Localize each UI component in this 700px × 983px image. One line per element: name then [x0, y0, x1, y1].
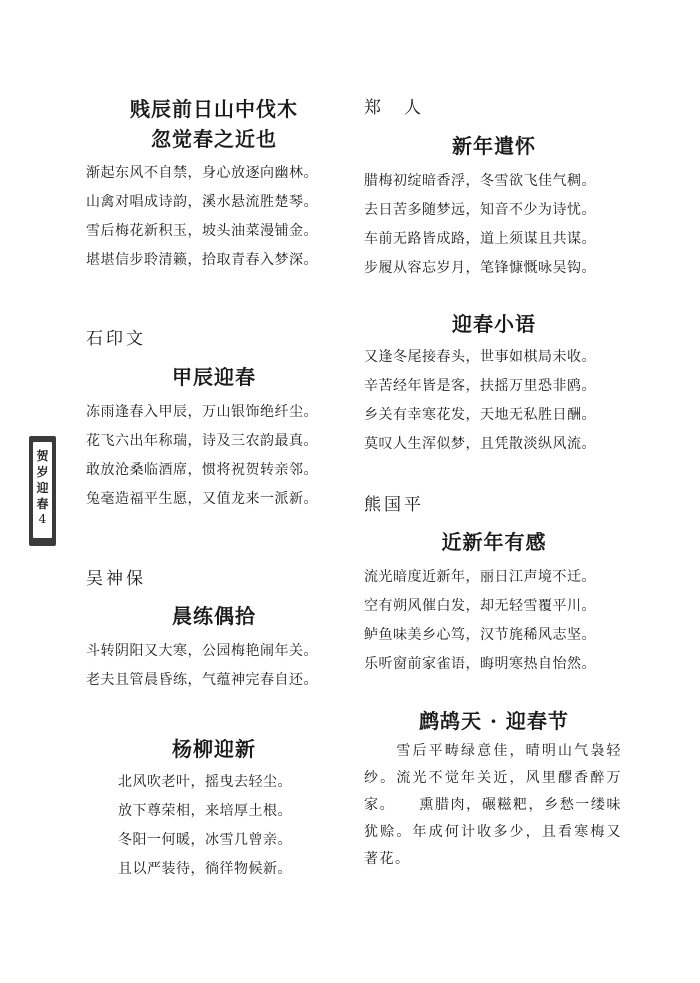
poem-line: 腊梅初绽暗香浮，冬雪欲飞佳气稠。	[364, 173, 596, 189]
poem-line: 敢放沧桑临酒席，惯将祝贺转亲邻。	[86, 462, 318, 478]
poem-line: 老夫且管晨昏练，气蕴神完春自还。	[86, 672, 318, 688]
poem-title: 鹧鸪天 · 迎春节	[419, 709, 569, 733]
poem-author: 郑 人	[364, 98, 424, 118]
poem-line: 雪后梅花新积玉，坡头油菜漫铺金。	[86, 223, 318, 239]
poem-title: 贱辰前日山中伐木	[130, 97, 298, 121]
poem-line: 莫叹人生浑似梦，且凭散淡纵风流。	[364, 436, 596, 452]
side-tab-char: 春	[36, 497, 49, 511]
poem-line: 车前无路皆成路，道上须谋且共谋。	[364, 231, 596, 247]
poem-line: 堪堪信步聆清籁，拾取青春入梦深。	[86, 252, 318, 268]
poem-title: 忽觉春之近也	[151, 127, 277, 151]
poem-title: 近新年有感	[441, 530, 547, 554]
poem-line: 步履从容忘岁月，笔锋慷慨咏吴钩。	[364, 260, 596, 276]
side-tab-char: 岁	[36, 465, 49, 479]
poem-line: 流光暗度近新年，丽日江声境不迁。	[364, 569, 596, 585]
poem-title: 杨柳迎新	[172, 737, 256, 761]
page-number: 4	[38, 512, 47, 526]
poem-line: 北风吹老叶，摇曳去轻尘。	[118, 774, 292, 790]
poem-author: 吴神保	[86, 569, 146, 589]
poem-line: 渐起东风不自禁，身心放逐向幽林。	[86, 165, 318, 181]
poem-author: 熊国平	[364, 495, 424, 515]
poem-line: 冻雨逢春入甲辰，万山银饰绝纤尘。	[86, 404, 318, 420]
poem-line: 且以严装待，徜徉物候新。	[118, 861, 292, 877]
poem-line: 又逢冬尾接春头，世事如棋局未收。	[364, 349, 596, 365]
poem-line: 兔毫造福平生愿，又值龙来一派新。	[86, 491, 318, 507]
poem-line: 去日苦多随梦远，知音不少为诗忧。	[364, 202, 596, 218]
poem-line: 山禽对唱成诗韵，溪水悬流胜楚琴。	[86, 194, 318, 210]
poem-title: 新年遣怀	[452, 134, 536, 158]
side-tab-char: 贺	[36, 449, 49, 463]
poem-title: 甲辰迎春	[172, 365, 256, 389]
side-tab-inner	[33, 442, 52, 538]
poem-line: 斗转阴阳又大寒，公园梅艳闹年关。	[86, 643, 318, 659]
side-tab-label	[33, 448, 52, 512]
poem-line: 鲈鱼味美乡心笃，汉节旄稀风志坚。	[364, 627, 596, 643]
side-tab-char: 迎	[36, 481, 49, 495]
poem-line: 花飞六出年称瑞，诗及三农韵最真。	[86, 433, 318, 449]
poem-line: 乡关有幸寒花发，天地无私胜日酬。	[364, 407, 596, 423]
poem-line: 放下尊荣相，来培厚土根。	[118, 803, 292, 819]
poem-title: 迎春小语	[452, 312, 536, 336]
poem-author: 石印文	[86, 329, 146, 349]
side-page-tab	[29, 436, 56, 546]
poem-line: 空有朔风催白发，却无轻雪覆平川。	[364, 598, 596, 614]
poem-title: 晨练偶拾	[172, 604, 256, 628]
ci-poem-text: 雪后平畴绿意佳，晴明山气袅轻纱。流光不觉年关近，风里醪香醉万家。 熏腊肉，碾糍粑，乡愁一缕味犹赊。年成何计收多少，且看寒梅又著花。	[364, 743, 622, 867]
poem-line: 冬阳一何暖，冰雪几曾亲。	[118, 832, 292, 848]
poem-line: 辛苦经年皆是客，扶摇万里恐非鸥。	[364, 378, 596, 394]
poem-line: 乐听窗前家雀语，晦明寒热自怡然。	[364, 656, 596, 672]
